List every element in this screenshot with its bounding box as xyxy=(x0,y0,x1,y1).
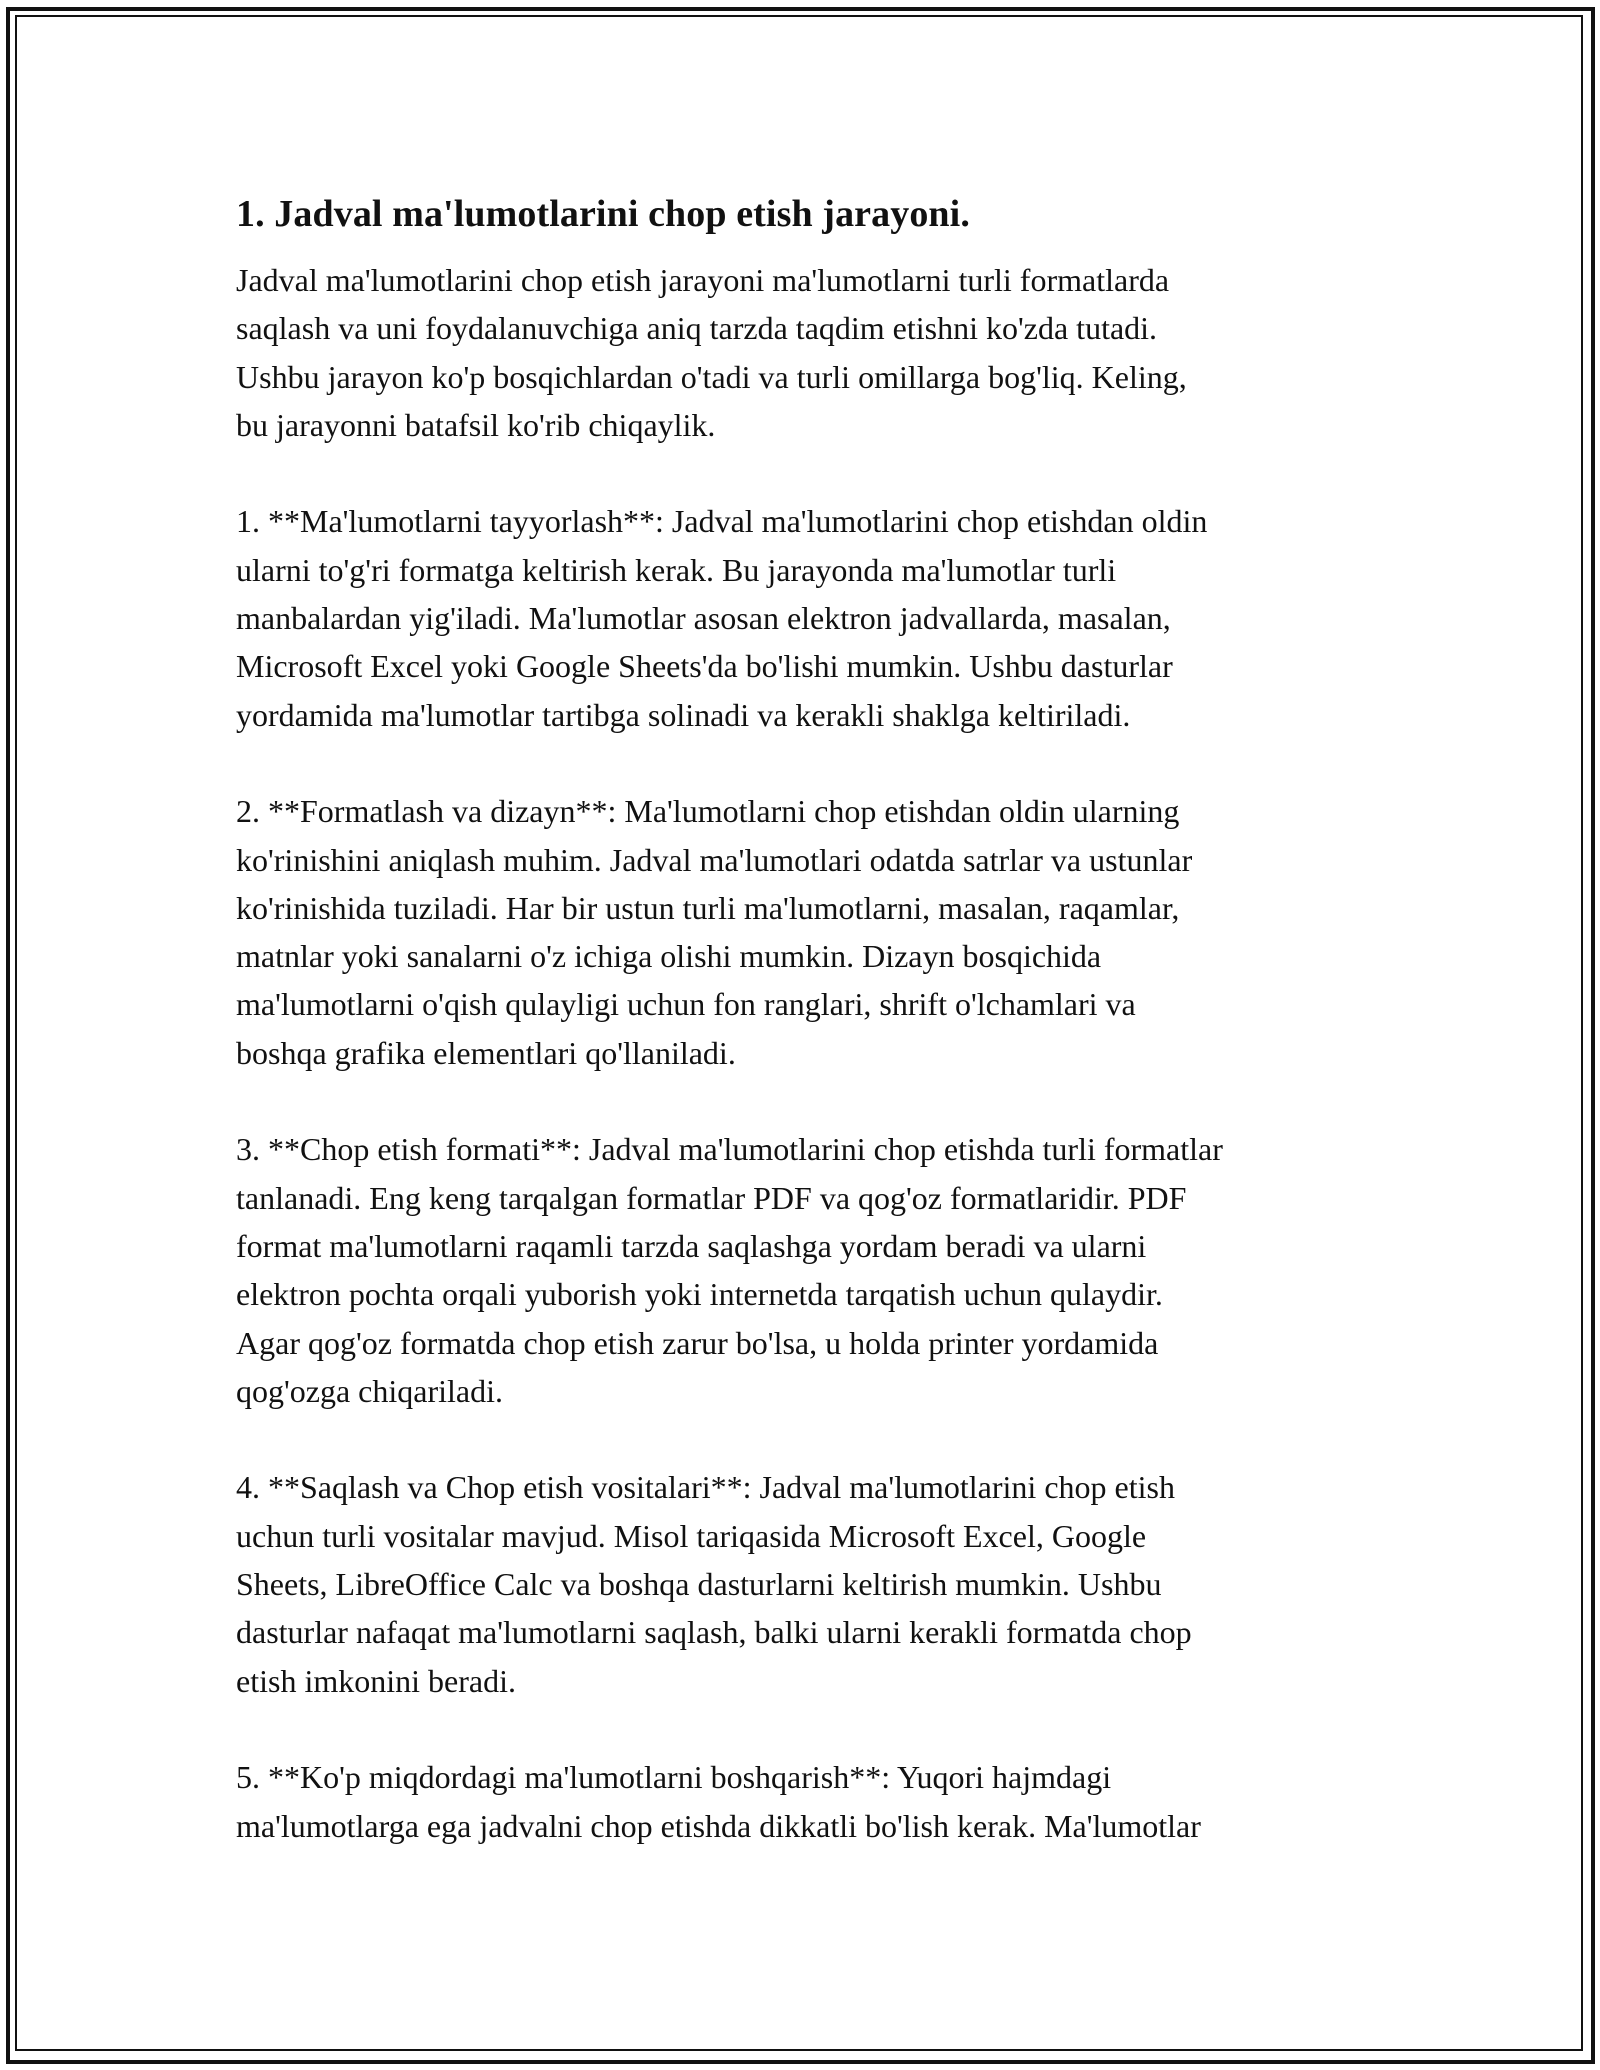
paragraph-save-print-tools: 4. **Saqlash va Chop etish vositalari**: Jadval ma'lumotlarini chop etish uchun turli vositalar mavjud. Misol tariqasida Microsoft Excel, Google Sheets, LibreOffice Calc va boshqa dasturlarni keltirish mumkin. Ushbu dasturlar nafaqat ma'lumotlarni saqlash, balki ularni kerakli formatda chop etish imkonini beradi. xyxy=(236,1469,1192,1699)
paragraph-formatting-design: 2. **Formatlash va dizayn**: Ma'lumotlarni chop etishdan oldin ularning ko'rinishini aniqlash muhim. Jadval ma'lumotlari odatda satrlar va ustunlar ko'rinishida tuziladi. Har bir ustun turli ma'lumotlarni, masalan, raqamlar, matnlar yoki sanalarni o'z ichiga olishi mumkin. Dizayn bosqichida ma'lumotlarni o'qish qulayligi uchun fon ranglari, shrift o'lchamlari va boshqa grafika elementlari qo'llaniladi. xyxy=(236,793,1193,1071)
document-body xyxy=(236,184,1406,1850)
paragraph-print-format: 3. **Chop etish formati**: Jadval ma'lumotlarini chop etishda turli formatlar tanlanadi. Eng keng tarqalgan formatlar PDF va qog'oz formatlaridir. PDF format ma'lumotlarni raqamli tarzda saqlashga yordam beradi va ularni elektron pochta orqali yuborish yoki internetda tarqatish uchun qulaydir. Agar qog'oz formatda chop etish zarur bo'lsa, u holda printer yordamida qog'ozga chiqariladi. xyxy=(236,1131,1223,1409)
paragraph-large-data: 5. **Ko'p miqdordagi ma'lumotlarni boshqarish**: Yuqori hajmdagi ma'lumotlarga ega jadvalni chop etishda dikkatli bo'lish kerak. Ma'lumotlar xyxy=(236,1759,1201,1844)
section-heading: 1. Jadval ma'lumotlarini chop etish jarayoni. xyxy=(236,193,970,235)
paragraph-data-preparation: 1. **Ma'lumotlarni tayyorlash**: Jadval ma'lumotlarini chop etishdan oldin ularni to'g'ri formatga keltirish kerak. Bu jarayonda ma'lumotlar turli manbalardan yig'iladi. Ma'lumotlar asosan elektron jadvallarda, masalan, Microsoft Excel yoki Google Sheets'da bo'lishi mumkin. Ushbu dasturlar yordamida ma'lumotlar tartibga solinadi va kerakli shaklga keltiriladi. xyxy=(236,503,1208,733)
intro-paragraph: Jadval ma'lumotlarini chop etish jarayoni ma'lumotlarni turli formatlarda saqlash va uni foydalanuvchiga aniq tarzda taqdim etishni ko'zda tutadi. Ushbu jarayon ko'p bosqichlardan o'tadi va turli omillarga bog'liq. Keling, bu jarayonni batafsil ko'rib chiqaylik. xyxy=(236,262,1187,443)
